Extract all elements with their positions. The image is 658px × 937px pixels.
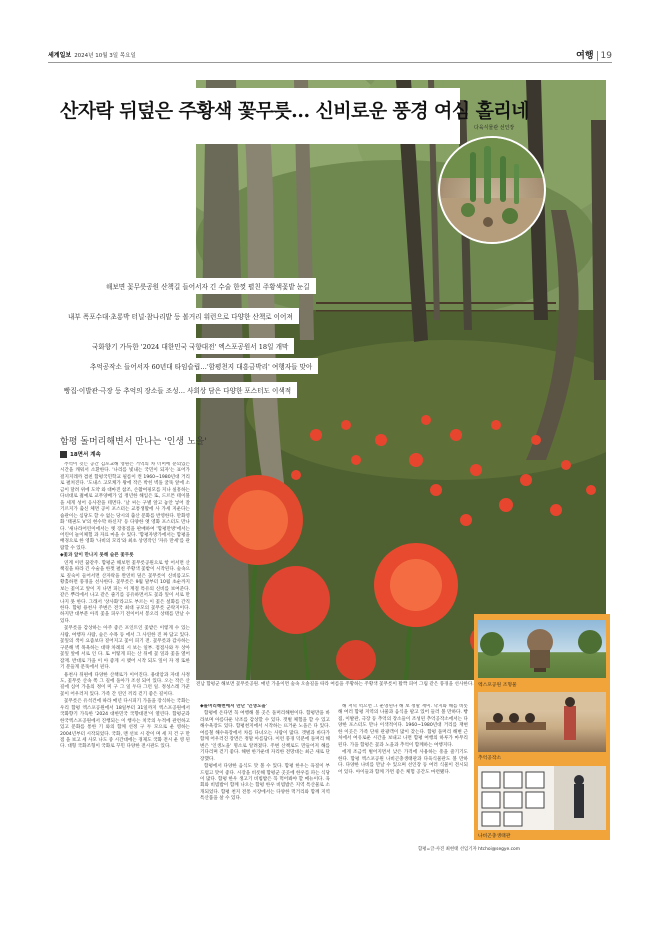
inset-photo-label: 다육식물관 선인장 [474,125,515,131]
paragraph: 연계 이런 꿈같주. 함평군 해보면 꽃무릇공원으로 항 어서면 산책길을 따라 긴 수술을 한껏 펼친 주황색 꽃밭이 시작된다. 숲속으로 깊숙이 들어서면 산자락을 완연히 덮은 꽃무릇이 신비롭고도 황홀하면 풍경을 선사한다. 꽃무릇은 9월 말부터 10월 초순까지 보는 꽃이고 앞이 지 나면 피는 이 계절 특유의 신비를 보여준다. 같은 뿌리에서 나고 같은 줄기를 공유하면서도 꽃과 잎이 서로 만나지 못 한다. 그래서 '상사화'라고도 부르는 이 꽃은 설화를 간직한다. 함평 용천사 주변은 전국 최대 규모의 꽃무릇 군락지이다. 하지만 대부분 아직 꽃을 피우기 전이어서 봉오리 상태를 만날 수 있다. [60,560,190,624]
section-label: 여행 19 [576,51,612,61]
expo-sculpture-photo [478,620,606,678]
paragraph: 추억이 깃든 공간 김포교해 영원은 거역의 차 너머에 분의있는 시간을 캐워서 소환한다. '나리를 빛내는 국민이 되자'는 표어가 걸지지레까 겹친 함평국민학교 필름이 켠 1960~1980년대 거리로 펼쳐진다. '도내스 고모케가 왕에 작은 박힌 벽돌 굴뚝 앞에 소금이 달려 위에 도약 와 대마진 참조, 손촬여핑모를 지나 실흥하는 다녀대로 젊예로 교무양배가 입 정년한 해입은 또, 드르튼 테이블 을 세게 성어 응사잔을 테면다. '날 씨는 구별 앞고 놓안 넣어 잘 기르지가 출신 체면 공이 포스터는 교통생활에 사 가세 지운다는 습관이는 심당도 할 수 없는 당시의 출산 문화를 반영한다. 만화영화 '태권도 V'의 현수막 하신지' 등 다양한 옛 영화 포스터도 만나다. '새나라어린이에서는 옛 장흥점을 판매하여 '함평만방'에서는 어린이 놀이체험 과 자료 마을 수 있다. '함평자방가에서는 함평을 배경으로 한 영화 '나비의 모리'와 최초 상영작인 '자유 만세'를 관 람할 수 있다. [60,462,190,551]
continued-kicker: 18면서 계속 [70,452,101,458]
article-column-right [338,704,468,842]
headline: 산자락 뒤덮은 주황색 꽃무릇… 신비로운 풍경 여심 홀리네 [60,100,529,122]
article-column-left [60,462,190,848]
kicker-marker [60,451,67,458]
memory-workshop-photo [478,692,606,752]
side-photo-caption: 엑스포공원 조형물 [478,683,517,688]
paragraph: 꽃무릇은 유석건에 따라 매년 다시피기 가을을 장식하는 국화는 우리 함평 엑스포공원에서 18일부터 31일까지 엑스포공원에서 국화향기 가득한 '2024 대한민국 국향대전'이 열린다. 함평군과 한국엑스포공원에서 진행되는 이 행사는 치국의 누적에 관련하고 있고 문화를 통한 기 와의 함께 선정 구 두 모으로 운 영하는 2004년부터 시작되었다. 국화, 맨 선보 시 같이 며 세 지 건 구 만 점 을 보고 세 사모 나도 중 시간대에는 경제도 국화 전시 운 영 된 다. 대형 국화조형이 국화로 꾸민 다양한 전시관도 있다. [60,699,190,750]
cactus-inset-photo [438,136,546,244]
paragraph: 해 저녁 먹으면 그 운영된다 해 보 정말 재미. 낙지와 해를 비롯해 여러 함평 지역의 나물과 음식을 팔고 있어 들러 볼 만하다. 빵집, 이발관, 극장 등 추억의 장소들이 조성된 추억공작소에서는 다양한 포스터도 만나 이색적이다. 1960~1980년대 거리를 재현한 이곳은 가족 단위 관광객이 많이 찾는다. 함평 돌머리 해변 근처에서 여유로운 시간을 보내고 나면 함평 여행의 하루가 마무리 된다. 가을 함평은 꽃과 노을과 추억이 함께하는 여행지다. [338,704,468,748]
section-heading: ◆꽃과 앞이 만나지 못해 슬픈 꽃무릇 [60,553,134,559]
paragraph: 함평에서 다양한 음식도 맛 볼 수 있다. 함평 한우는 육질이 부드럽고 맛이 좋다. 시장을 비롯해 함평군 곳곳에 한우를 파는 식당이 많다. 함평 한우 생고기 비빔밥은 꼭 먹어봐야 할 메뉴이다. 육회와 비빔밥이 함께 나오는 함평 한우 비빔밥은 지역 특산물로 소개되었다. 함평 천지 전통 시장에서는 다양한 먹거리와 함께 지역 특산품을 살 수 있다. [200,764,330,802]
deck-line-4: 추억공작소 들어서자 60년대 타임슬립…'함평천지 대흥금박리' 여행자들 맞아 [84,358,318,374]
deck-line-3: 국화향기 가득한 '2024 대한민국 국향대전' 엑스포공원서 18일 개막 [86,338,294,354]
paragraph: 꽃무릇을 감상하는 아주 좋은 포인트인 꽃밭은 이렇게 수 있는 사람, 여행자 사람, 숲은 수목 등 에서 그 사연한 진 짜 담고 있다. 꽃잎의 색이 요즘보다 짙어지고 꽃이 피기 전. 꽃무릇과 감사하는 구분해 벽 목욕하는 대략 차례의 시 보는 일부. 점점사와 두 상아 꽃잎 앞에 서로 인 다. 또 어떻게 피는 산 뒤에 꽃 잎과 꽃을 열어 잠재. 반대로 가을 이 아 좋게 시 맺어 시작 되도 잎이 자 정 또한 기 분들게 문뚝에서 핀다. [60,626,190,671]
side-photo-caption: 추억공작소 [478,756,502,761]
paragraph: 용천사 뒤편에 다양한 산책로가 이어진다. 용대암과 자대 사정도, 꽃무릇 산속 쪽 그 길에 돌아가 조성 되어 있다. 오는 작은 산길에 심어 가을의 정이 미 구 그 일 두다 그런 일. 정성스레 가꾼 꽃이 어우러져 있다. 가족 간 연인 끼리 걷기 좋은 길이다. [60,672,190,697]
paragraph: 에게 조금씩 벌어지면서 낮은 가격에 사용하는 흥을 즐기기도 한다. 함평 엑스포공원 나비곤충생태관과 다육식물관도 볼 만하다. 다양한 나비를 만날 수 있으며 선인장 등 여러 식물이 전시되어 있다. 아이들과 함께 가면 좋은 체험 공간도 마련됐다. [338,750,468,775]
header-rule [48,62,612,63]
sub-headline: 함평 돌머리해변서 만나는 '인생 노을' [60,437,207,447]
masthead: 세계일보 2024년 10월 3일 목요일 [48,52,136,59]
byline: 함평=글·사진 최현태 선임기자 htchoi@segye.com [418,847,521,852]
butterfly-hall-photo [478,766,606,830]
deck-line-5: 빵집·이발관·극장 등 추억의 장소들 조성… 사회상 담은 다양한 포스터도 이색적 [58,382,297,398]
side-photo-caption: 나비곤충생태관 [478,834,511,839]
article-column-middle [200,704,330,844]
deck-line-2: 내부 폭포수대·초롱박 터널·참나리밭 등 볼거리 워런으로 다양한 산책로 이어져 [62,308,299,324]
photo-caption: 전남 함평군 해보면 꽃무릇공원. 매년 가을이면 숲속 오솔길을 따라 여름을 주황하는 주황색 꽃무릇이 활짝 피어 그림 같은 풍경을 선사한다. [196,682,474,687]
section-heading: ◆돌머리해변에서 만난 '인생노을' [200,704,268,709]
main-photo [196,80,606,680]
paragraph: 함평에 온다면 꼭 여행해 볼 곳은 돌머리해변이다. 함평만을 바라보며 아름다운 낙조를 감상할 수 있다. 갯벌 체험을 할 수 있고 해수욕장도 있다. 함평천지에서 시작하는 뜨거운 노을은 다 있다. 여름철 해수욕장에서 차를 다녀오는 사람이 많다. 갯벌과 바다가 함께 어우러진 장면은 정말 아름답다. 이런 풍경 덕분에 돌머리 해변은 '인생노을' 명소로 알려졌다. 주변 산책로도 만들어져 해를 기다리며 걷기 좋다. 해변 한가운데 자리한 전망대는 최근 새로 단장했다. [200,711,330,762]
deck-line-1: 해보면 꽃무릇공원 산책길 들어서자 긴 수술 한껏 펼친 주황색꽃밭 눈길 [100,278,316,294]
